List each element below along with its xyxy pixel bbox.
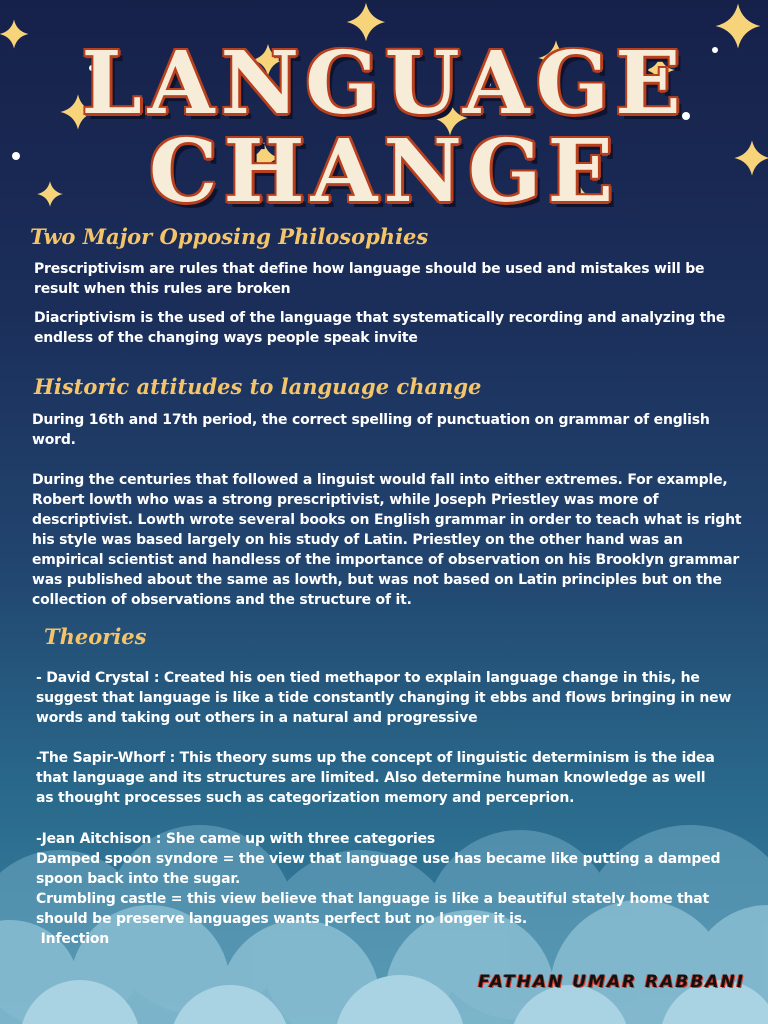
paragraph-david-crystal: - David Crystal : Created his oen tied methapor to explain language change in this, he suggest that language is like a tide constantly changing it ebbs and flows bringing in new words and taking out others in a natural and progressive	[36, 670, 732, 726]
paragraph-infection: Infection	[36, 931, 110, 947]
paragraph-crumbling-castle: Crumbling castle = this view believe that language is like a beautiful stately home that should be preserve languages wants perfect but no longer it is.	[36, 891, 710, 927]
paragraph-aitchison-intro: -Jean Aitchison : She came up with three categories	[36, 831, 436, 847]
page-title-line1: LANGUAGE	[81, 33, 687, 134]
paragraph-prescriptivism: Prescriptivism are rules that define how language should be used and mistakes will be result when this rules are broken	[34, 261, 705, 297]
page-title-line2: CHANGE	[148, 121, 620, 222]
paragraph-lowth-priestley: During the centuries that followed a linguist would fall into either extremes. For example, Robert lowth who was a strong prescriptivist, while Joseph Priestley was more of descriptivist. Lowth wrote several books on English grammar in order to teach what is right his style was based largely on his study of Latin. Priestley on the other hand was an empirical scientist and handless of the importance of observation on his Brooklyn grammar was published about the same as lowth, but was not based on Latin principles but on the collection of observations and the structure of it.	[32, 472, 742, 608]
paragraph-descriptivism: Diacriptivism is the used of the language that systematically recording and analyzing the endless of the changing ways people speak invite	[34, 310, 726, 346]
paragraph-16th-century: During 16th and 17th period, the correct spelling of punctuation on grammar of english word.	[32, 412, 710, 448]
paragraph-damped-spoon: Damped spoon syndore = the view that language use has became like putting a damped spoon back into the sugar.	[36, 851, 721, 887]
heading-philosophies: Two Major Opposing Philosophies	[30, 224, 429, 249]
heading-historic: Historic attitudes to language change	[34, 374, 482, 399]
paragraph-sapir-whorf: -The Sapir-Whorf : This theory sums up the concept of linguistic determinism is the idea that language and its structures are limited. Also determine human knowledge as well as thought processes such as categorization memory and perceprion.	[36, 750, 715, 806]
author-name: FATHAN UMAR RABBANI	[478, 972, 745, 992]
heading-theories: Theories	[44, 624, 147, 649]
